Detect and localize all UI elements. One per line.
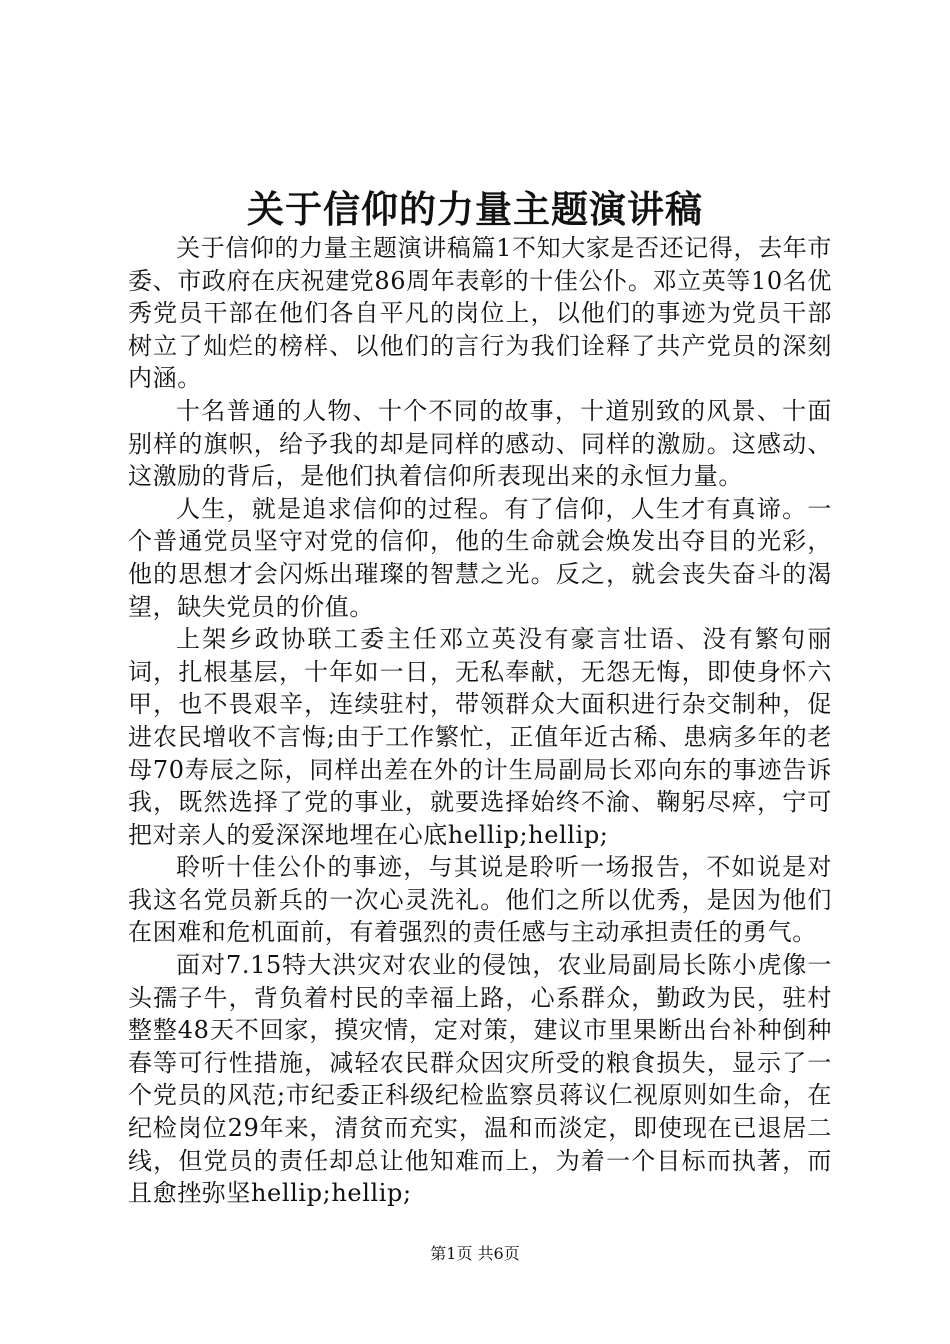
page-number: 第1页 共6页 [430, 1244, 520, 1263]
paragraph: 十名普通的人物、十个不同的故事，十道别致的风景、十面别样的旗帜，给予我的却是同样的感动、同样的激励。这感动、这激励的背后，是他们执着信仰所表现出来的永恒力量。 [128, 396, 832, 491]
paragraph: 人生，就是追求信仰的过程。有了信仰，人生才有真谛。一个普通党员坚守对党的信仰，他的生命就会焕发出夺目的光彩，他的思想才会闪烁出璀璨的智慧之光。反之，就会丧失奋斗的渴望，缺失党员的价值。 [128, 494, 832, 621]
document-body [128, 232, 832, 1210]
paragraph: 上架乡政协联工委主任邓立英没有豪言壮语、没有繁句丽词，扎根基层，十年如一日，无私奉献，无怨无悔，即使身怀六甲，也不畏艰辛，连续驻村，带领群众大面积进行杂交制种，促进农民增收不言悔;由于工作繁忙，正值年近古稀、患病多年的老母70寿辰之际，同样出差在外的计生局副局长邓向东的事迹告诉我，既然选择了党的事业，就要选择始终不渝、鞠躬尽瘁，宁可把对亲人的爱深深地埋在心底hellip;hellip; [128, 625, 832, 849]
paragraph: 聆听十佳公仆的事迹，与其说是聆听一场报告，不如说是对我这名党员新兵的一次心灵洗礼。他们之所以优秀，是因为他们在困难和危机面前，有着强烈的责任感与主动承担责任的勇气。 [128, 853, 832, 947]
document-title: 关于信仰的力量主题演讲稿 [247, 187, 703, 231]
paragraph: 关于信仰的力量主题演讲稿篇1不知大家是否还记得，去年市委、市政府在庆祝建党86周年表彰的十佳公仆。邓立英等10名优秀党员干部在他们各自平凡的岗位上，以他们的事迹为党员干部树立了灿烂的榜样、以他们的言行为我们诠释了共产党员的深刻内涵。 [128, 234, 832, 393]
paragraph: 面对7.15特大洪灾对农业的侵蚀，农业局副局长陈小虎像一头孺子牛，背负着村民的幸福上路，心系群众，勤政为民，驻村整整48天不回家，摸灾情，定对策，建议市里果断出台补种倒种春等可行性措施，减轻农民群众因灾所受的粮食损失，显示了一个党员的风范;市纪委正科级纪检监察员蒋议仁视原则如生命，在纪检岗位29年来，清贫而充实，温和而淡定，即使现在已退居二线，但党员的责任却总让他知难而上，为着一个目标而执著，而且愈挫弥坚hellip;hellip; [128, 951, 832, 1208]
